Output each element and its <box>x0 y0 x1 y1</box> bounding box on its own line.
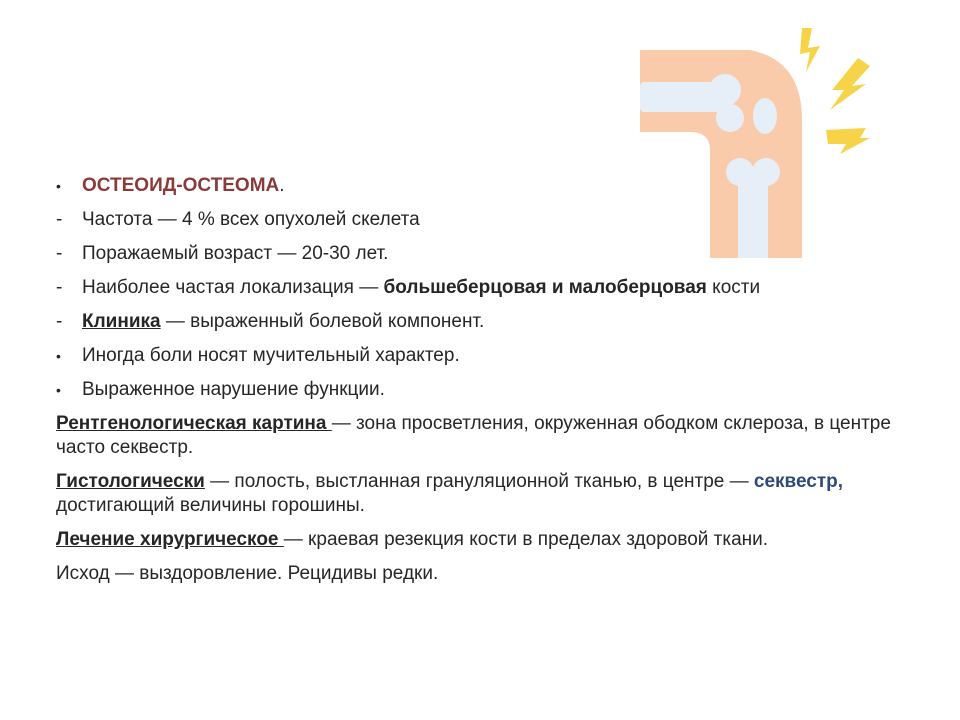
dash-marker: - <box>56 209 63 230</box>
list-item <box>56 378 916 402</box>
radiology-paragraph: Рентгенологическая картина — зона просветления, окруженная ободком склероза, в центре часто секвестр. <box>56 413 891 458</box>
list-item-text: Наиболее частая локализация — большеберцовая и малоберцовая кости <box>82 277 761 298</box>
bullet: • <box>56 382 61 398</box>
list-item-text: Поражаемый возраст — 20-30 лет. <box>82 243 389 264</box>
list-item <box>56 208 916 232</box>
list-item-text: Частота — 4 % всех опухолей скелета <box>82 209 420 230</box>
list-item-text: Клиника — выраженный болевой компонент. <box>82 311 485 332</box>
list-item <box>56 310 916 334</box>
bullet: • <box>56 348 61 364</box>
bullet: • <box>56 178 61 194</box>
treatment-paragraph: Лечение хирургическое — краевая резекция кости в пределах здоровой ткани. <box>56 529 769 550</box>
dash-marker: - <box>56 243 63 264</box>
list-item <box>56 276 916 300</box>
dash-marker: - <box>56 277 63 298</box>
list-item-text: Иногда боли носят мучительный характер. <box>82 345 460 366</box>
histology-paragraph: Гистологически — полость, выстланная грануляционной тканью, в центре — секвестр, достигающий величины горошины. <box>56 471 844 516</box>
list-item-text: Выраженное нарушение функции. <box>82 379 385 400</box>
pain-lightning-icon <box>800 28 870 154</box>
list-item <box>56 344 916 368</box>
outcome-paragraph: Исход — выздоровление. Рецидивы редки. <box>56 563 439 584</box>
dash-marker: - <box>56 311 63 332</box>
list-item-text: ОСТЕОИД-ОСТЕОМА. <box>82 175 285 196</box>
slide-body <box>56 174 916 596</box>
section-title: ОСТЕОИД-ОСТЕОМА <box>82 175 280 196</box>
list-item <box>56 242 916 266</box>
list-item <box>56 174 916 198</box>
